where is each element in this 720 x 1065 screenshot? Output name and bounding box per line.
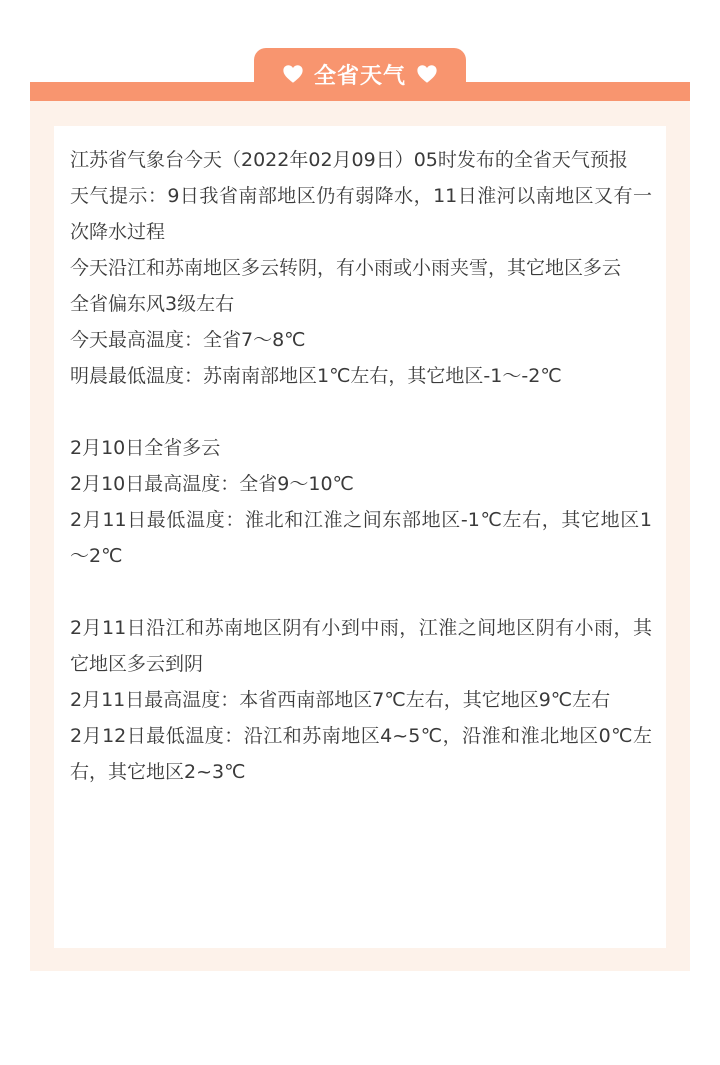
spacer <box>70 574 652 610</box>
forecast-text <box>70 142 652 790</box>
today-high-temp: 今天最高温度：全省7～8℃ <box>70 329 306 351</box>
feb10-high-temp: 2月10日最高温度：全省9～10℃ <box>70 473 354 495</box>
feb11-high-temp: 2月11日最高温度：本省西南部地区7℃左右，其它地区9℃左右 <box>70 689 611 711</box>
heart-icon <box>282 63 304 85</box>
forecast-source: 江苏省气象台今天（2022年02月09日）05时发布的全省天气预报 <box>70 149 628 171</box>
morning-low-temp: 明晨最低温度：苏南南部地区1℃左右，其它地区-1～-2℃ <box>70 365 562 387</box>
wind: 全省偏东风3级左右 <box>70 293 235 315</box>
feb11-weather: 2月11日沿江和苏南地区阴有小到中雨，江淮之间地区阴有小雨，其它地区多云到阴 <box>70 617 652 675</box>
feb10-weather: 2月10日全省多云 <box>70 437 221 459</box>
heart-icon <box>416 63 438 85</box>
spacer <box>70 394 652 430</box>
feb12-low-temp: 2月12日最低温度：沿江和苏南地区4~5℃，沿淮和淮北地区0℃左右，其它地区2~3℃ <box>70 725 652 783</box>
feb11-low-temp: 2月11日最低温度：淮北和江淮之间东部地区-1℃左右，其它地区1～2℃ <box>70 509 652 567</box>
today-weather: 今天沿江和苏南地区多云转阴，有小雨或小雨夹雪，其它地区多云 <box>70 257 622 279</box>
section-title: 全省天气 <box>313 63 406 89</box>
forecast-hint: 天气提示：9日我省南部地区仍有弱降水，11日淮河以南地区又有一次降水过程 <box>70 185 652 243</box>
section-title-tab <box>254 48 466 100</box>
